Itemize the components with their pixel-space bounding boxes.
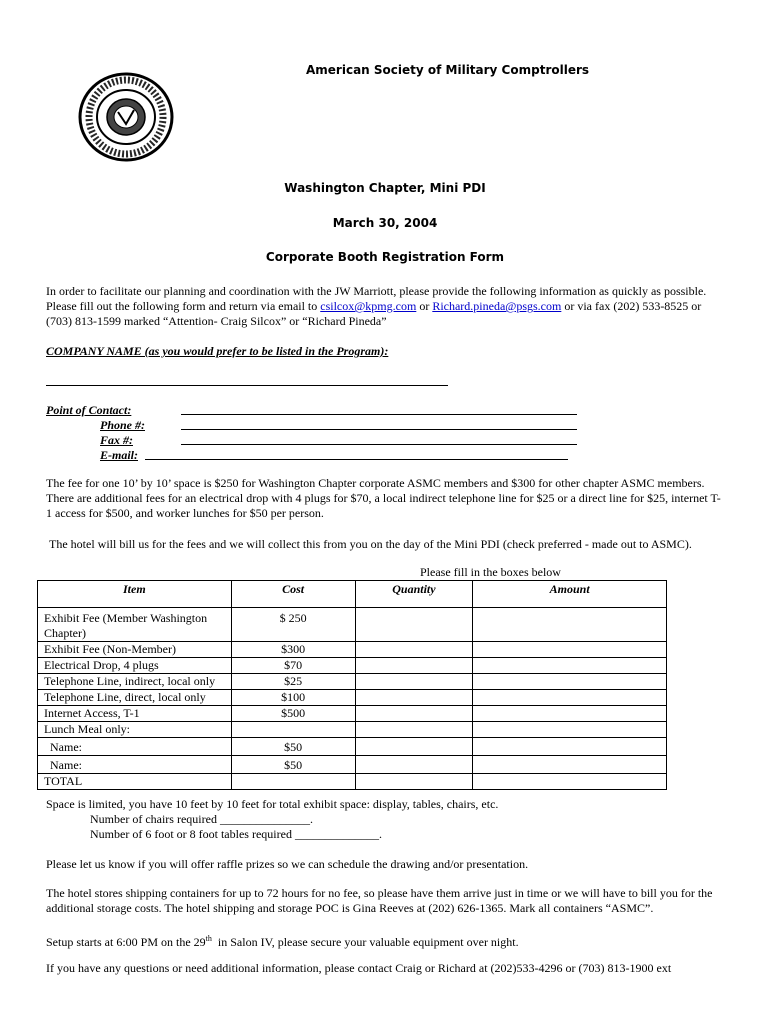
table-header-row <box>38 581 667 608</box>
fees-paragraph: The fee for one 10’ by 10’ space is $250 for Washington Chapter corporate ASMC members and $300 for other chapter ASMC members. There are additional fees for an electrical drop with 4 plugs for $70, a local indirect telephone line for $25 or a direct line for $25, internet T-1 access for $500, and worker lunches for $50 per person. <box>46 476 721 520</box>
table-row: Telephone Line, direct, local only $100 <box>38 690 667 706</box>
table-row: Internet Access, T-1 $500 <box>38 706 667 722</box>
hotel-billing-note: The hotel will bill us for the fees and we will collect this from you on the day of the Mini PDI (check preferred - made out to ASMC). <box>49 537 692 551</box>
table-note: Please fill in the boxes below <box>420 565 561 579</box>
company-name-label: COMPANY NAME (as you would prefer to be listed in the Program): <box>46 344 389 358</box>
questions-note: If you have any questions or need additional information, please contact Craig or Richard at (202)533-4296 or (703) 813-1900 ext <box>46 961 672 975</box>
table-row: Name: $50 <box>38 738 667 756</box>
email-link-richard[interactable]: Richard.pineda@psgs.com <box>432 299 562 313</box>
quantity-cell[interactable] <box>355 658 473 674</box>
table-row: Telephone Line, indirect, local only $25 <box>38 674 667 690</box>
shipping-note: The hotel stores shipping containers for up to 72 hours for no fee, so please have them arrive just in time or we will have to bill you for the additional storage costs. The hotel shipping and storage POC is Gina Reeves at (202) 626-1365. Mark all containers “ASMC”. <box>46 886 713 915</box>
quantity-cell[interactable] <box>355 690 473 706</box>
quantity-cell[interactable] <box>355 706 473 722</box>
table-row: Name: $50 <box>38 756 667 774</box>
amount-cell[interactable] <box>473 608 667 642</box>
quantity-cell[interactable] <box>355 774 473 790</box>
intro-paragraph: In order to facilitate our planning and coordination with the JW Marriott, please provide the following information as quickly as possible. Please fill out the following form and return via email to csilcox@kpmg.com or Richard.pineda@psgs.com or via fax (202) 533-8525 or (703) 813-1599 marked “Attention- Craig Silcox” or “Richard Pineda” <box>46 284 707 328</box>
email-line[interactable] <box>145 459 568 460</box>
amount-cell[interactable] <box>473 642 667 658</box>
quantity-cell[interactable] <box>355 642 473 658</box>
amount-cell[interactable] <box>473 722 667 738</box>
setup-note: Setup starts at 6:00 PM on the 29th in Salon IV, please secure your valuable equipment over night. <box>46 934 519 949</box>
quantity-cell[interactable] <box>355 756 473 774</box>
amount-cell[interactable] <box>473 774 667 790</box>
phone-line[interactable] <box>181 429 577 430</box>
poc-line[interactable] <box>181 414 577 415</box>
fax-line[interactable] <box>181 444 577 445</box>
header-cost: Cost <box>231 581 355 608</box>
quantity-cell[interactable] <box>355 738 473 756</box>
table-row: Lunch Meal only: <box>38 722 667 738</box>
amount-cell[interactable] <box>473 690 667 706</box>
fee-table <box>37 580 667 790</box>
fax-label: Fax #: <box>100 433 133 447</box>
amount-cell[interactable] <box>473 756 667 774</box>
chairs-required[interactable]: Number of chairs required _______________. <box>90 812 313 826</box>
poc-label: Point of Contact: <box>46 403 132 417</box>
quantity-cell[interactable] <box>355 722 473 738</box>
amount-cell[interactable] <box>473 658 667 674</box>
header-quantity: Quantity <box>355 581 473 608</box>
email-label: E-mail: <box>100 448 138 462</box>
organization-title: American Society of Military Comptrollers <box>306 63 590 77</box>
table-row-total: TOTAL <box>38 774 667 790</box>
amount-cell[interactable] <box>473 674 667 690</box>
email-link-craig[interactable]: csilcox@kpmg.com <box>320 299 417 313</box>
chapter-title: Washington Chapter, Mini PDI <box>284 181 486 195</box>
table-row: Exhibit Fee (Non-Member) $300 <box>38 642 667 658</box>
amount-cell[interactable] <box>473 706 667 722</box>
header-item: Item <box>38 581 232 608</box>
amount-cell[interactable] <box>473 738 667 756</box>
table-row: Exhibit Fee (Member Washington Chapter) $ 250 <box>38 608 667 642</box>
quantity-cell[interactable] <box>355 608 473 642</box>
tables-required[interactable]: Number of 6 foot or 8 foot tables required ______________. <box>90 827 382 841</box>
raffle-note: Please let us know if you will offer raffle prizes so we can schedule the drawing and/or presentation. <box>46 857 529 871</box>
company-name-line[interactable] <box>46 385 448 386</box>
asmc-seal-logo <box>78 72 174 162</box>
header-amount: Amount <box>473 581 667 608</box>
phone-label: Phone #: <box>100 418 145 432</box>
space-limit-note: Space is limited, you have 10 feet by 10 feet for total exhibit space: display, tables, chairs, etc. <box>46 797 499 811</box>
event-date: March 30, 2004 <box>332 216 438 230</box>
form-title: Corporate Booth Registration Form <box>265 250 505 264</box>
quantity-cell[interactable] <box>355 674 473 690</box>
table-row: Electrical Drop, 4 plugs $70 <box>38 658 667 674</box>
